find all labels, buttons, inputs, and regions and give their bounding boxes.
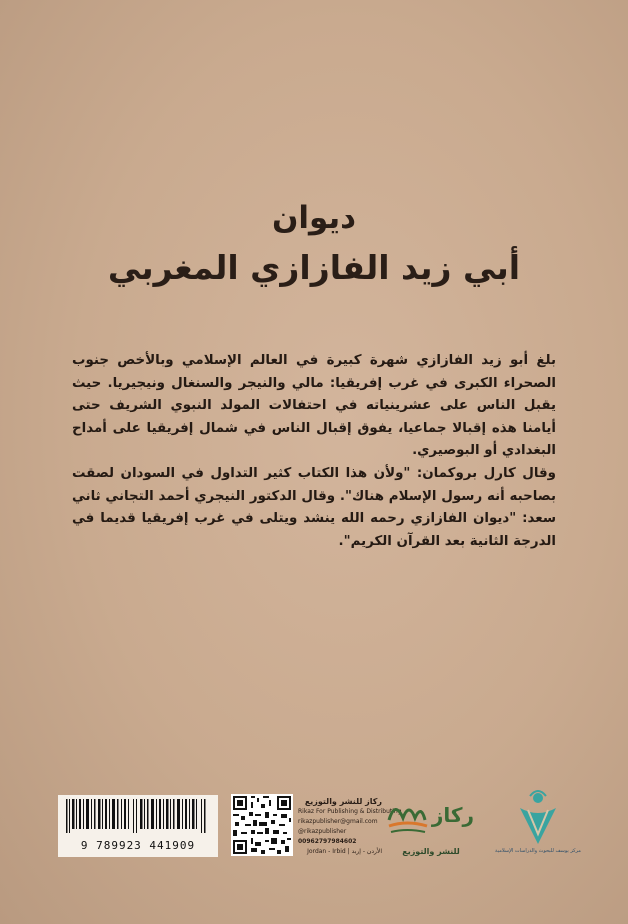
qr-code-icon: [231, 794, 293, 856]
publisher-contact: [298, 796, 402, 857]
contact-email: rikazpublisher@gmail.com: [298, 818, 378, 825]
contact-publisher-name: ركاز للنشر والتوزيع: [304, 797, 382, 806]
research-center-name: مركز يوسف للبحوث والدراسات الإسلامية: [495, 848, 581, 854]
publisher-logo-subtitle: للنشر والتوزيع: [402, 847, 460, 856]
contact-address: الأردن - إربد | Jordan - Irbid: [307, 848, 382, 855]
isbn-number: 9 789923 441909: [58, 838, 218, 854]
title-line-1: ديوان: [271, 200, 357, 236]
cover-blurb: [72, 350, 556, 553]
title-line-2: أبي زيد الفازازي المغربي: [107, 248, 521, 287]
blurb-paragraph-2: وقال كارل بروكمان: "ولأن هذا الكتاب كثير التداول في السودان لصقت بصاحبه أنه رسول الإسلام هناك". وقال الدكتور النيجري أحمد التجاني ثاني سعد: "ديوان الفازازي رحمه الله ينشد ويتلى في غرب إفريقيا قديما في الدرجة الثانية بعد القرآن الكريم".: [72, 465, 556, 549]
barcode-bars-icon: [64, 799, 212, 833]
blurb-paragraph-1: بلغ أبو زيد الفازازي شهرة كبيرة في العالم الإسلامي وبالأخص جنوب الصحراء الكبرى في غرب إفريقيا: مالي والنيجر والسنغال ونيجيريا. حيث يقبل الناس على عشرينياته في احتفالات المولد النبوي الشريف حتى أيامنا هذه إقبالا جماعيا، يفوق إقبال الناس في شمال إفريقيا على أمداح البغدادي أو البوصيري.: [72, 353, 556, 459]
publisher-book-plant-icon: [383, 790, 479, 846]
research-center-logo: [498, 788, 578, 850]
contact-phone: 00962797984602: [298, 838, 357, 845]
publisher-logo-text: ركاز: [431, 803, 475, 827]
research-center-emblem-icon: [498, 788, 578, 850]
qr-code: [231, 794, 293, 856]
contact-publisher-name-en: Rikaz For Publishing & Distributing: [298, 808, 402, 815]
contact-social: @rikazpublisher: [298, 828, 347, 835]
